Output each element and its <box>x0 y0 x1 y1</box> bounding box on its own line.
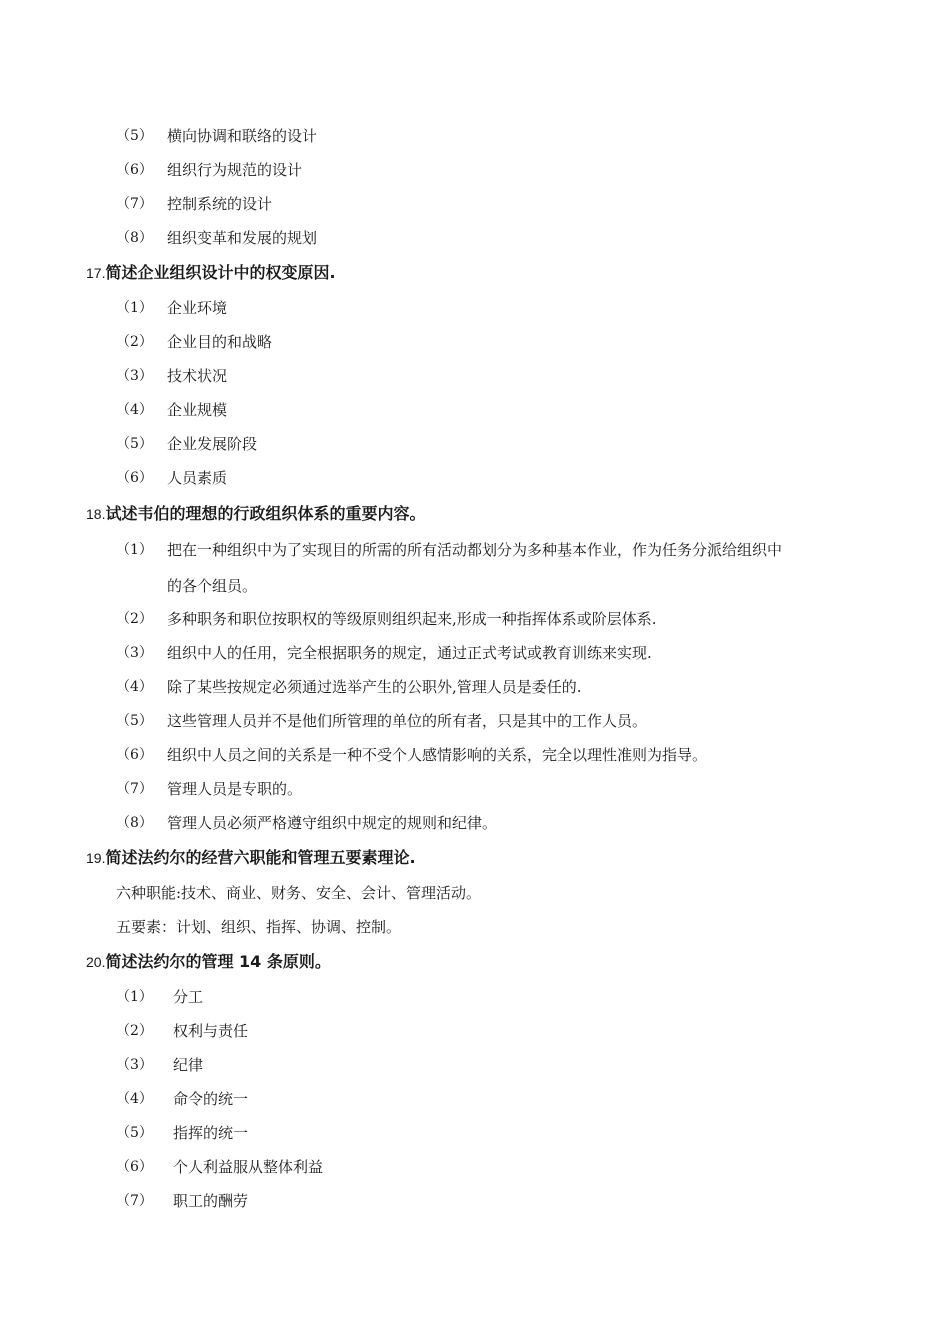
item-text: 组织行为规范的设计 <box>167 161 303 179</box>
item-number: （6） <box>116 747 153 763</box>
item-number: （2） <box>116 611 153 627</box>
item-text: 这些管理人员并不是他们所管理的单位的所有者，只是其中的工作人员。 <box>167 712 648 730</box>
question-text: 简述法约尔的管理 14 条原则。 <box>105 952 331 971</box>
question-heading <box>86 260 336 286</box>
item-text: 技术状况 <box>167 367 228 385</box>
item-text: 组织变革和发展的规划 <box>167 229 318 247</box>
item-number: （4） <box>116 402 153 418</box>
item-text: 个人利益服从整体利益 <box>173 1158 324 1176</box>
item-number: （3） <box>116 368 153 384</box>
item-number: （5） <box>116 1125 153 1141</box>
question-heading <box>86 501 425 527</box>
question-number: 20. <box>86 954 106 970</box>
item-number: （7） <box>116 196 153 212</box>
answer-text: 六种职能:技术、商业、财务、安全、会计、管理活动。 <box>116 884 482 902</box>
item-text: 管理人员必须严格遵守组织中规定的规则和纪律。 <box>167 814 498 832</box>
question-heading <box>86 845 416 871</box>
item-text: 分工 <box>173 988 204 1006</box>
question-number: 17. <box>86 265 106 281</box>
item-text: 指挥的统一 <box>173 1124 249 1142</box>
item-text: 企业目的和战略 <box>167 333 273 351</box>
item-text: 管理人员是专职的。 <box>167 780 303 798</box>
item-number: （7） <box>116 781 153 797</box>
question-number: 18. <box>86 506 106 522</box>
answer-text: 五要素：计划、组织、指挥、协调、控制。 <box>116 918 402 936</box>
item-number: （5） <box>116 436 153 452</box>
item-number: （5） <box>116 128 153 144</box>
item-number: （1） <box>116 989 153 1005</box>
item-text: 组织中人的任用，完全根据职务的规定，通过正式考试或教育训练来实现. <box>167 644 652 662</box>
item-number: （7） <box>116 1193 153 1209</box>
item-number: （4） <box>116 1091 153 1107</box>
item-number: （4） <box>116 679 153 695</box>
item-number: （1） <box>116 542 153 558</box>
item-number: （8） <box>116 230 153 246</box>
item-text: 的各个组员。 <box>167 577 258 595</box>
item-text: 企业发展阶段 <box>167 435 258 453</box>
item-number: （2） <box>116 334 153 350</box>
item-number: （6） <box>116 1159 153 1175</box>
item-number: （6） <box>116 162 153 178</box>
item-text: 除了某些按规定必须通过选举产生的公职外,管理人员是委任的. <box>167 678 582 696</box>
question-text: 简述法约尔的经营六职能和管理五要素理论. <box>105 848 416 867</box>
item-number: （1） <box>116 300 153 316</box>
item-text: 命令的统一 <box>173 1090 249 1108</box>
question-text: 试述韦伯的理想的行政组织体系的重要内容。 <box>105 504 426 523</box>
item-number: （6） <box>116 470 153 486</box>
item-number: （8） <box>116 815 153 831</box>
item-text: 企业环境 <box>167 299 228 317</box>
item-number: （2） <box>116 1023 153 1039</box>
item-text: 横向协调和联络的设计 <box>167 127 318 145</box>
item-text: 把在一种组织中为了实现目的所需的所有活动都划分为多种基本作业，作为任务分派给组织中 <box>167 541 783 559</box>
question-number: 19. <box>86 850 106 866</box>
item-number: （3） <box>116 1057 153 1073</box>
item-text: 企业规模 <box>167 401 228 419</box>
item-text: 多种职务和职位按职权的等级原则组织起来,形成一种指挥体系或阶层体系. <box>167 610 657 628</box>
item-number: （5） <box>116 713 153 729</box>
item-text: 纪律 <box>173 1056 204 1074</box>
question-heading <box>86 949 331 975</box>
item-text: 控制系统的设计 <box>167 195 273 213</box>
item-text: 职工的酬劳 <box>173 1192 249 1210</box>
item-text: 权利与责任 <box>173 1022 249 1040</box>
item-number: （3） <box>116 645 153 661</box>
item-text: 人员素质 <box>167 469 228 487</box>
question-text: 简述企业组织设计中的权变原因. <box>105 263 336 282</box>
item-text: 组织中人员之间的关系是一种不受个人感情影响的关系，完全以理性准则为指导。 <box>167 746 708 764</box>
